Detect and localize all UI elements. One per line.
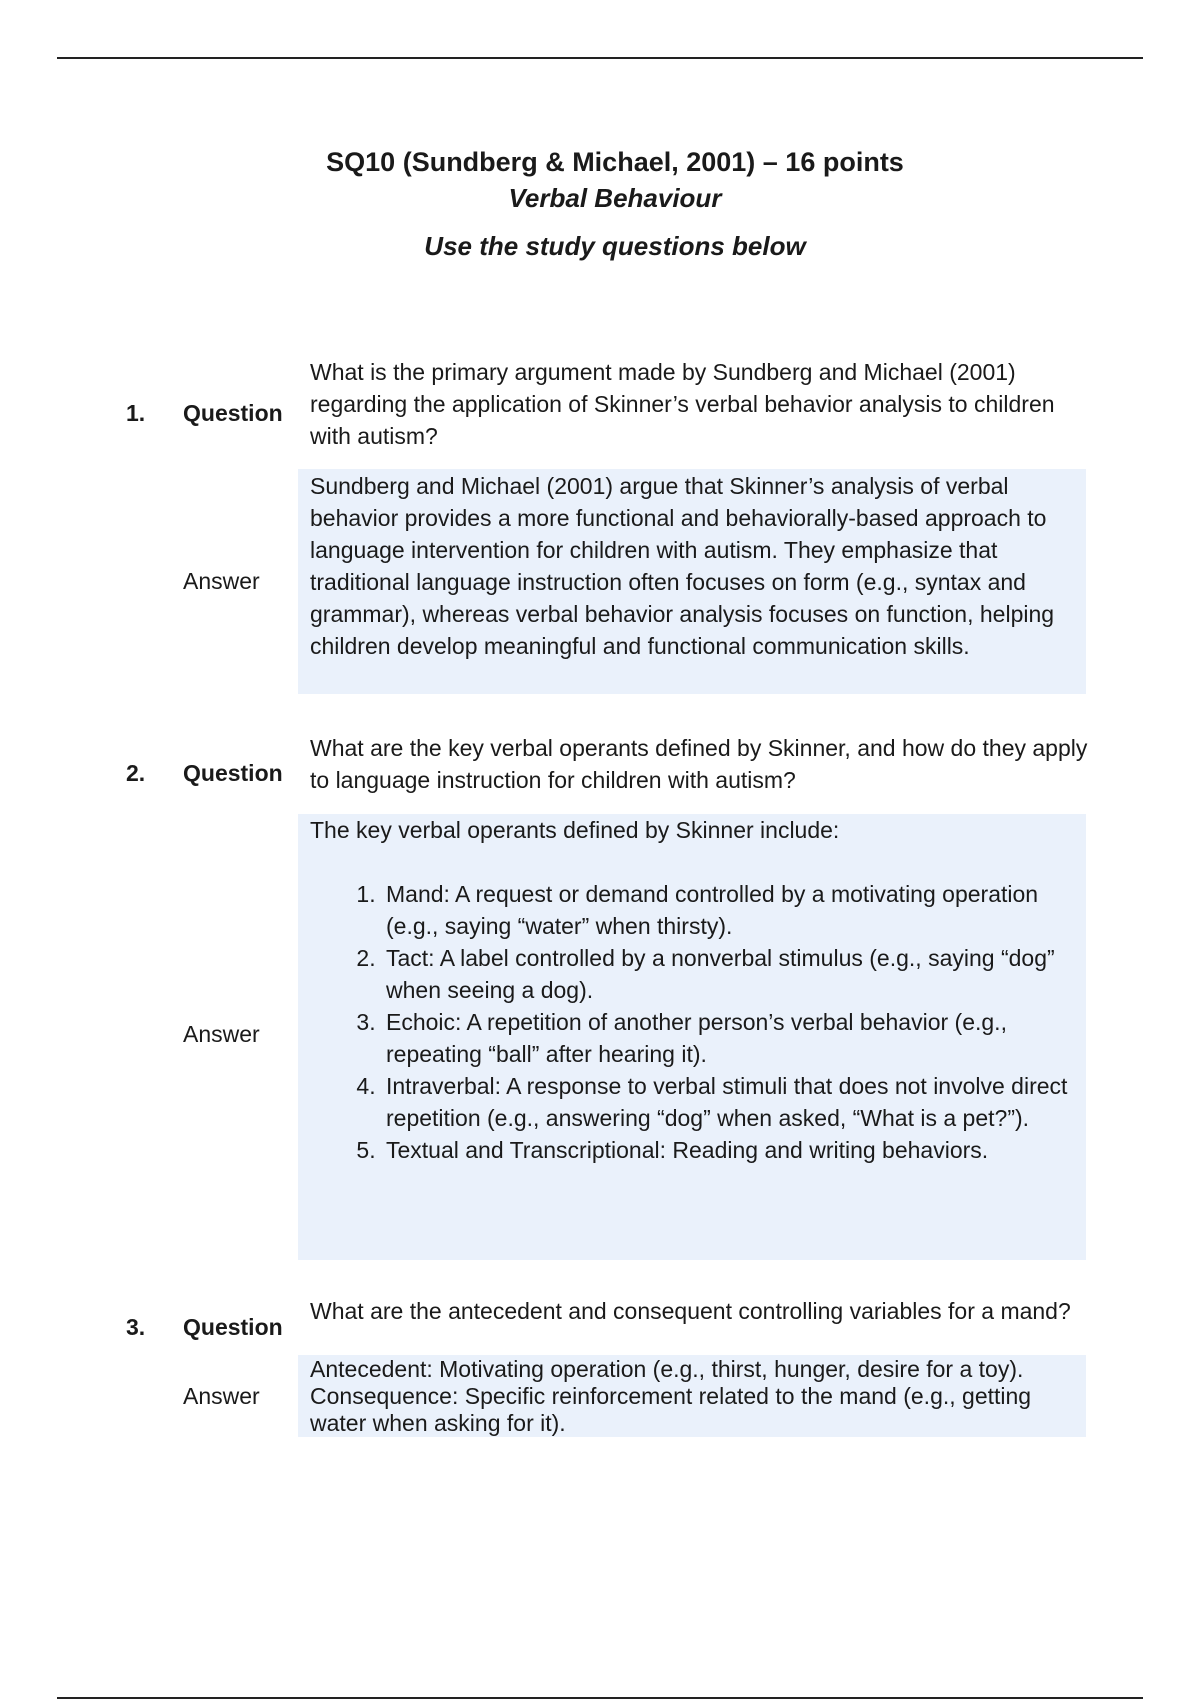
- question-1-number: 1.: [126, 400, 146, 426]
- list-item: 2. Tact: A label controlled by a nonverbal stimulus (e.g., saying “dog” when seeing a dog).: [382, 942, 1074, 1006]
- answer-1-text: Sundberg and Michael (2001) argue that Skinner’s analysis of verbal behavior provides a more functional and behaviorally-based approach to language intervention for children with autism. They emphasize that traditional language instruction often focuses on form (e.g., syntax and grammar), whereas verbal behavior analysis focuses on function, helping children develop meaningful and functional communication skills.: [310, 473, 1055, 659]
- instruction-text: Use the study questions below: [424, 231, 806, 261]
- list-item: 3. Echoic: A repetition of another person’s verbal behavior (e.g., repeating “ball” after hearing it).: [382, 1006, 1074, 1070]
- list-item: 5. Textual and Transcriptional: Reading and writing behaviors.: [382, 1134, 1074, 1166]
- answer-3-box: [298, 1355, 1086, 1437]
- answer-2-intro: The key verbal operants defined by Skinner include:: [310, 817, 840, 843]
- answer-2-box: [298, 814, 1086, 1260]
- answer-1-label: Answer: [183, 568, 260, 594]
- question-3-number: 3.: [126, 1314, 146, 1340]
- top-rule: [57, 57, 1143, 59]
- question-3-text: What are the antecedent and consequent controlling variables for a mand?: [310, 1298, 1071, 1324]
- question-1-label: Question: [183, 400, 283, 426]
- page-title: SQ10 (Sundberg & Michael, 2001) – 16 points: [326, 147, 904, 177]
- question-2-text: What are the key verbal operants defined by Skinner, and how do they apply to language instruction for children with autism?: [310, 735, 1088, 793]
- answer-2-label: Answer: [183, 1021, 260, 1047]
- question-3-label: Question: [183, 1314, 283, 1340]
- list-item: 1. Mand: A request or demand controlled by a motivating operation (e.g., saying “water” when thirsty).: [382, 878, 1074, 942]
- title-block: [0, 144, 1200, 264]
- page-subtitle: Verbal Behaviour: [508, 183, 722, 213]
- answer-3-antecedent: Antecedent: Motivating operation (e.g., thirst, hunger, desire for a toy).: [310, 1356, 1024, 1382]
- bottom-rule: [57, 1697, 1143, 1699]
- verbal-operants-list: [310, 878, 1074, 1166]
- question-2-number: 2.: [126, 760, 146, 786]
- question-1-text: What is the primary argument made by Sundberg and Michael (2001) regarding the application of Skinner’s verbal behavior analysis to children with autism?: [310, 359, 1055, 449]
- answer-3-consequence: Consequence: Specific reinforcement related to the mand (e.g., getting water when asking for it).: [310, 1383, 1032, 1436]
- list-item: 4. Intraverbal: A response to verbal stimuli that does not involve direct repetition (e.g., answering “dog” when asked, “What is a pet?”).: [382, 1070, 1074, 1134]
- answer-1-box: [298, 469, 1086, 694]
- question-2-label: Question: [183, 760, 283, 786]
- answer-3-label: Answer: [183, 1383, 260, 1409]
